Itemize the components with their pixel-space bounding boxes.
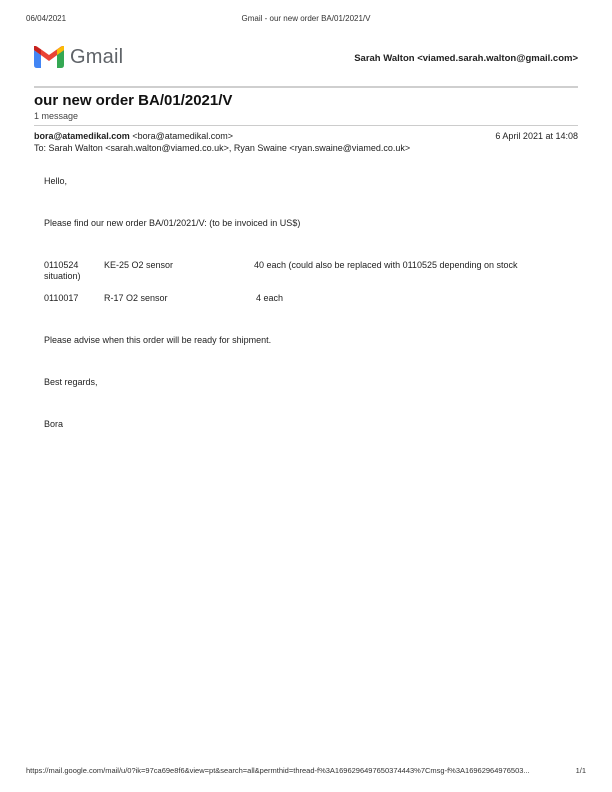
item-name: R-17 O2 sensor (104, 293, 168, 303)
message-from (34, 131, 233, 141)
greeting: Hello, (44, 176, 68, 186)
gmail-wordmark: Gmail (70, 45, 124, 68)
sender-name: bora@atamedikal.com (34, 131, 130, 141)
print-header (26, 14, 586, 26)
account-identity: Sarah Walton <viamed.sarah.walton@gmail.com> (354, 53, 578, 64)
sender-email: <bora@atamedikal.com> (132, 131, 234, 141)
subject-divider (34, 125, 578, 126)
page-number: 1/1 (575, 766, 586, 775)
closing: Best regards, (44, 377, 98, 387)
shipment-request: Please advise when this order will be ready for shipment. (44, 335, 272, 345)
thread-subject: our new order BA/01/2021/V (34, 92, 233, 109)
print-url: https://mail.google.com/mail/u/0?ik=97ca69e8f6&view=pt&search=all&permthid=thread-f%3A1696296497650374443%7Cmsg-f%3A16962964976503... (26, 766, 530, 775)
item-code: 0110017 (44, 293, 79, 303)
signature: Bora (44, 419, 64, 429)
message-recipients: To: Sarah Walton <sarah.walton@viamed.co.uk>, Ryan Swaine <ryan.swaine@viamed.co.uk> (34, 143, 411, 153)
order-intro: Please find our new order BA/01/2021/V: (to be invoiced in US$) (44, 218, 301, 228)
message-date: 6 April 2021 at 14:08 (495, 131, 578, 141)
print-title: Gmail - our new order BA/01/2021/V (241, 14, 371, 23)
gmail-m-logo-icon (34, 46, 64, 68)
gmail-brand (34, 44, 123, 70)
item-quantity-continued: situation) (44, 271, 81, 281)
message-count: 1 message (34, 111, 79, 121)
item-quantity: 4 each (256, 293, 284, 303)
item-name: KE-25 O2 sensor (104, 260, 174, 270)
item-code: 0110524 (44, 260, 79, 270)
item-quantity: 40 each (could also be replaced with 0110525 depending on stock (254, 260, 518, 270)
print-date: 06/04/2021 (26, 14, 67, 23)
header-divider (34, 86, 578, 88)
